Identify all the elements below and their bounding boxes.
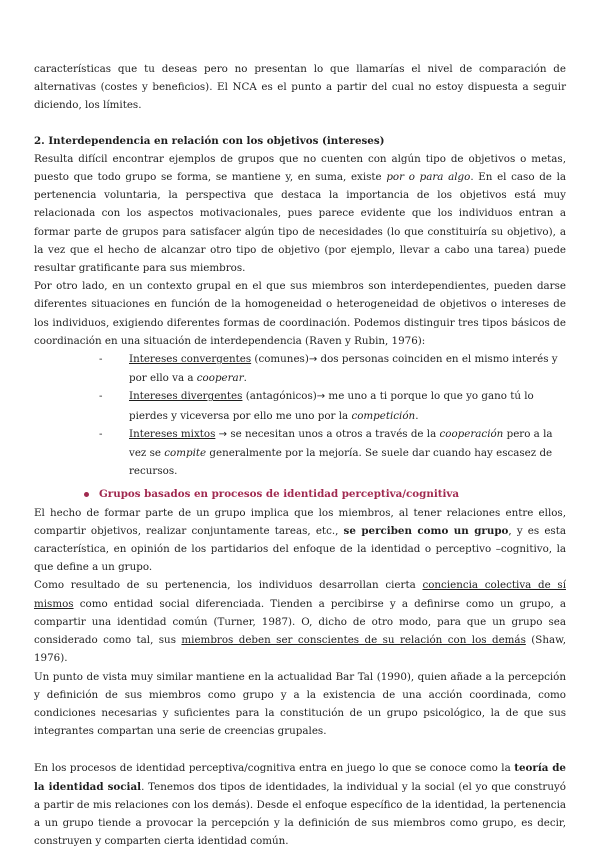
list-item-mixtos — [99, 425, 566, 481]
text-run: dos personas coinciden en el mismo interés y por ello va a — [129, 353, 558, 385]
text-run: En los procesos de identidad perceptiva/cognitiva entra en juego lo que se conoce como la — [34, 762, 515, 775]
text-run: . Tenemos dos tipos de identidades, la individual y la social (el yo que construyó a partir de mis relaciones con los demás). Desde el enfoque específico de la identidad, la pertenencia a un grupo tiende a provocar la percepción y la definición de sus miembros como grupo, es decir, construyen y comparten cierta identidad común. — [34, 780, 566, 848]
paragraph-identidad-social — [34, 759, 566, 850]
document-page — [34, 60, 566, 850]
paragraph-coordinacion: Por otro lado, en un contexto grupal en el que sus miembros son interdependientes, pueden darse diferentes situaciones en función de la homogeneidad o heterogeneidad de objetivos o intereses de los individuos, exigiendo diferentes formas de coordinación. Podemos distinguir tres tipos básicos de coordinación en una situación de interdependencia (Raven y Rubin, 1976): — [34, 280, 566, 347]
bold-teoria-identidad-social: teoría de la identidad social — [34, 762, 566, 793]
interest-types-list — [34, 350, 566, 480]
text-run: Como resultado de su pertenencia, los individuos desarrollan cierta — [34, 579, 423, 592]
right-arrow-icon: → — [308, 354, 318, 366]
term-mixtos: Intereses mixtos — [129, 427, 216, 440]
term-convergentes: Intereses convergentes — [129, 353, 252, 366]
text-run: , y es esta característica, en opinión de los partidarios del enfoque de la identidad o perceptivo –cognitivo, la que define a un grupo. — [34, 524, 566, 574]
underlined-conciencia: conciencia colectiva de sí mismos — [34, 579, 566, 610]
dash-bullet: - — [99, 427, 103, 440]
text-run: como entidad social diferenciada. Tienden a percibirse y a definirse como un grupo, a compartir una identidad común (Turner, 1987). O, dicho de otro modo, para que un grupo sea considerado como tal, sus — [34, 597, 566, 647]
paragraph-objetivos — [34, 150, 566, 277]
text-run: (antagónicos) — [242, 390, 317, 403]
text-run: me uno a ti porque lo que yo gano tú lo pierdes y viceversa por ello me uno por la — [129, 390, 534, 422]
right-arrow-icon: → — [316, 391, 326, 403]
list-item-convergentes — [99, 350, 566, 387]
text-run: El hecho de formar parte de un grupo implica que los miembros, al tener relaciones entre ellos, compartir objetivos, realizar conjuntamente tareas, etc., — [34, 506, 566, 537]
text-run: se necesitan unos a otros a través de la — [227, 427, 440, 440]
bullet-heading-identidad — [34, 485, 566, 503]
right-arrow-icon: → — [218, 428, 228, 440]
section-heading-interdependencia: 2. Interdependencia en relación con los objetivos (intereses) — [34, 134, 385, 147]
paragraph-pertenencia — [34, 576, 566, 667]
text-run: generalmente por la mejoría. Se suele dar cuando hay escasez de recursos. — [129, 447, 553, 478]
text-run: . — [243, 372, 247, 385]
emphasis: competición — [351, 409, 416, 422]
text-run: (Shaw, 1976). — [34, 634, 566, 665]
bullet-dot-icon — [84, 492, 89, 497]
term-divergentes: Intereses divergentes — [129, 390, 243, 403]
underlined-miembros: miembros deben ser conscientes de su relación con los demás — [181, 634, 526, 647]
emphasis: compite — [164, 447, 207, 460]
text-run: pero a la vez se — [129, 427, 553, 460]
emphasis: cooperación — [439, 427, 504, 440]
paragraph-nca: características que tu deseas pero no presentan lo que llamarías el nivel de comparación de alternativas (costes y beneficios). El NCA es el punto a partir del cual no estoy dispuesta a seguir diciendo, los límites. — [34, 63, 566, 112]
bullet-heading-title: Grupos basados en procesos de identidad perceptiva/cognitiva — [99, 488, 460, 501]
dash-bullet: - — [99, 390, 103, 403]
emphasis: cooperar — [196, 372, 244, 385]
emphasis-por-o-para-algo: por o para algo — [386, 171, 471, 184]
list-item-divergentes — [99, 387, 566, 424]
text-run: Resulta difícil encontrar ejemplos de grupos que no cuenten con algún tipo de objetivos o metas, puesto que todo grupo se forma, se mantiene y, en suma, existe — [34, 152, 566, 184]
bold-se-perciben: se perciben como un grupo — [343, 524, 509, 537]
text-run: . En el caso de la pertenencia voluntaria, la perspectiva que destaca la importancia de los objetivos está muy relacionada con los aspectos motivacionales, pues parece evidente que los individuos entran a formar parte de grupos para satisfacer algún tipo de necesidades (lo que constituiría su objetivo), a la vez que el hecho de alcanzar otro tipo de objetivo (por ejemplo, llevar a cabo una tarea) puede resultar gratificante para sus miembros. — [34, 171, 567, 275]
text-run: (comunes) — [251, 353, 309, 366]
paragraph-perciben — [34, 504, 566, 577]
text-run: . — [415, 409, 419, 422]
paragraph-bar-tal: Un punto de vista muy similar mantiene en la actualidad Bar Tal (1990), quien añade a la percepción y definición de sus miembros como grupo y a la existencia de una acción coordinada, como condiciones necesarias y suficientes para la constitución de un grupo psicológico, la de que sus integrantes compartan una serie de creencias grupales. — [34, 670, 566, 738]
dash-bullet: - — [99, 353, 103, 366]
